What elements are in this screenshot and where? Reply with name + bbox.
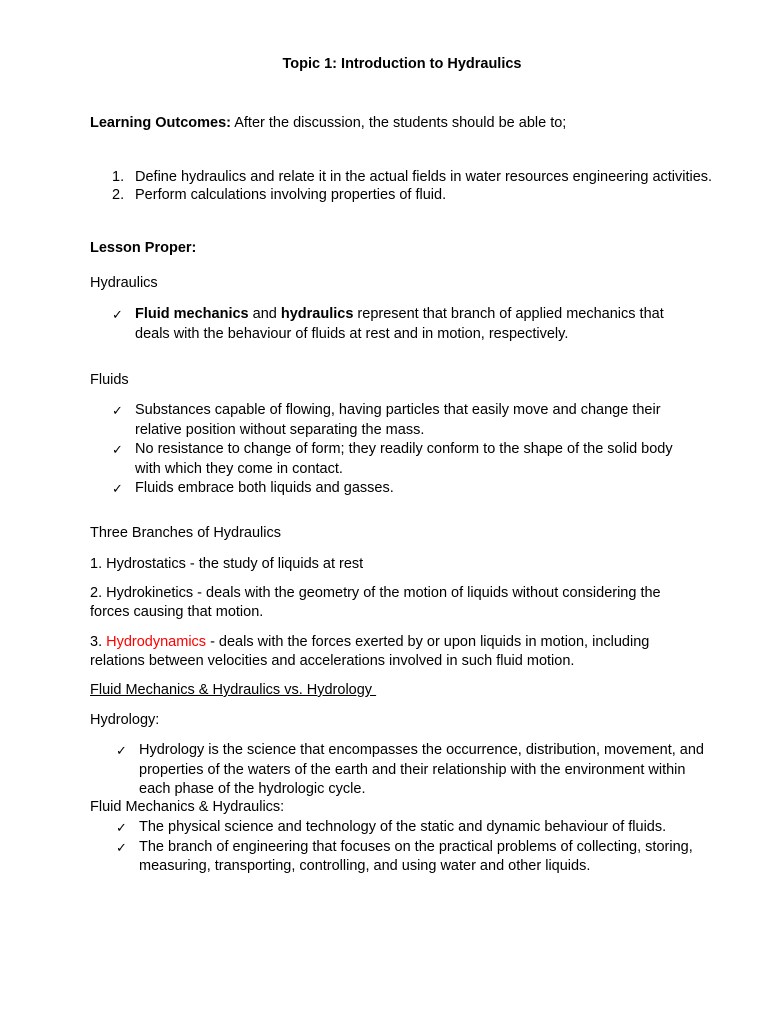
list-item-text: Substances capable of flowing, having particles that easily move and change their relative position without separating the mass. — [135, 402, 661, 438]
learning-outcomes-label: Learning Outcomes: — [90, 115, 231, 131]
branch-number: 3. — [90, 634, 107, 650]
list-item-text: Fluids embrace both liquids and gasses. — [135, 480, 394, 496]
lesson-proper-heading: Lesson Proper: — [90, 240, 197, 256]
branch-definition: - deals with the forces exerted by or upon liquids in motion, including relations between velocities and accelerations involved in such fluid motion. — [90, 634, 650, 669]
list-item — [90, 838, 700, 877]
connector-text: and — [248, 306, 281, 322]
branch-hydrostatics: 1. Hydrostatics - the study of liquids at rest — [90, 556, 364, 572]
checkmark-icon: ✓ — [116, 839, 127, 855]
learning-outcomes-text: After the discussion, the students should be able to; — [231, 115, 567, 131]
list-item-text: Define hydraulics and relate it in the actual fields in water resources engineering activities. — [135, 169, 713, 185]
checkmark-icon: ✓ — [112, 307, 123, 322]
branch-hydrodynamics — [90, 633, 690, 671]
list-item-text: No resistance to change of form; they readily conform to the shape of the solid body with which they come in contact. — [135, 441, 673, 477]
fmh-label: Fluid Mechanics & Hydraulics: — [90, 799, 285, 815]
branches-heading: Three Branches of Hydraulics — [90, 525, 281, 541]
term-fluid-mechanics: Fluid mechanics — [135, 306, 249, 322]
learning-outcomes-list — [90, 169, 713, 204]
list-item — [90, 305, 700, 344]
list-item-text: Hydrology is the science that encompasses the occurrence, distribution, movement, and properties of the waters of the earth and their relationship with the environment within each phase of the hydrologic cycle. — [139, 742, 704, 797]
list-item — [90, 187, 713, 204]
term-hydrodynamics: Hydrodynamics — [106, 634, 207, 650]
list-number: 2. — [112, 187, 125, 203]
list-item — [90, 401, 700, 440]
branch-hydrokinetics: 2. Hydrokinetics - deals with the geometry of the motion of liquids without considering the forces causing that motion. — [90, 585, 661, 620]
fmh-list — [90, 818, 700, 877]
list-item — [90, 741, 710, 800]
fluids-heading: Fluids — [90, 372, 129, 388]
page-title: Topic 1: Introduction to Hydraulics — [282, 56, 522, 72]
list-item-text: The branch of engineering that focuses on the practical problems of collecting, storing, measuring, transporting, controlling, and using water and other liquids. — [139, 838, 693, 874]
checkmark-icon: ✓ — [112, 403, 123, 418]
checkmark-icon: ✓ — [116, 820, 127, 835]
checkmark-icon: ✓ — [112, 442, 123, 457]
list-item — [90, 479, 700, 499]
checkmark-icon: ✓ — [112, 481, 123, 496]
term-hydraulics: hydraulics — [280, 306, 354, 322]
list-item — [90, 440, 700, 479]
hydrology-label: Hydrology: — [90, 712, 160, 728]
list-item — [90, 818, 700, 838]
hydraulics-list — [90, 305, 700, 344]
hydraulics-heading: Hydraulics — [90, 275, 158, 291]
learning-outcomes-intro — [90, 115, 566, 131]
list-number: 1. — [112, 169, 125, 185]
list-item — [90, 169, 713, 186]
checkmark-icon: ✓ — [116, 743, 127, 758]
list-item-text: The physical science and technology of the static and dynamic behaviour of fluids. — [139, 819, 667, 835]
fluids-list — [90, 401, 700, 499]
hydrology-list — [90, 741, 710, 800]
hydraulics-definition: represent that branch of applied mechanics that deals with the behaviour of fluids at rest and in motion, respectively. — [135, 306, 664, 342]
comparison-heading: Fluid Mechanics & Hydraulics vs. Hydrology — [90, 682, 377, 698]
list-item-text: Perform calculations involving properties of fluid. — [135, 187, 447, 203]
